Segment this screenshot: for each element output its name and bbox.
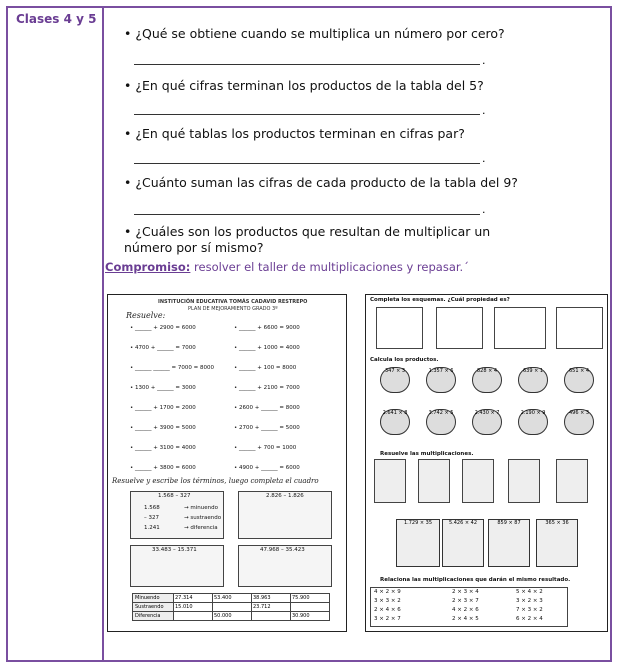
question-5: • ¿Cuáles son los productos que resultan de multiplicar un número por sí mismo? — [124, 224, 491, 255]
answer-line-3 — [134, 163, 480, 164]
resolve-heading: Resuelve: — [126, 311, 166, 320]
question-1: • ¿Qué se obtiene cuando se multiplica un número por cero? — [124, 26, 505, 41]
school-name: INSTITUCIÓN EDUCATIVA TOMÁS CADAVID RESTREPO — [158, 299, 308, 305]
compromiso-title: Compromiso: — [105, 260, 191, 274]
subtraction-table: Minuendo 27.314 53.400 38.963 75.900 Sustraendo 15.010 23.712 Diferencia 50.000 30.900 — [132, 593, 330, 621]
left-column — [8, 8, 104, 660]
class-label: Clases 4 y 5 — [16, 12, 97, 26]
q3: Resuelve las multiplicaciones. — [380, 451, 474, 457]
answer-line-4 — [134, 214, 480, 215]
plan-title: PLAN DE MEJORAMIENTO GRADO 3º — [188, 306, 278, 312]
answer-line-2 — [134, 114, 480, 115]
q4: Relaciona las multiplicaciones que darán el mismo resultado. — [380, 577, 571, 583]
question-3: • ¿En qué tablas los productos terminan en cifras par? — [124, 126, 465, 141]
answer-line-1 — [134, 64, 480, 65]
q1: Completa los esquemas. ¿Cuál propiedad es? — [370, 297, 510, 303]
question-2: • ¿En qué cifras terminan los productos de la tabla del 5? — [124, 78, 484, 93]
instruction: Resuelve y escribe los términos, luego completa el cuadro — [112, 477, 319, 485]
worksheet-left: INSTITUCIÓN EDUCATIVA TOMÁS CADAVID RESTREPO PLAN DE MEJORAMIENTO GRADO 3º Resuelve: • ______ + 2900 = 6000 • 4700 + ______ = 7000 • ______ ______ = 7000 = 8000 • 1300 + ______ = 3000 • ______ + 1700 = 2000 • ______ + 3900 = 5000 • ______ + 3100 = 4000 • ______ + 3800 = 6000 • ______ + 6600 = 9000 • ______ + 1000 = 4000 • ______ + 100 = 8000 • ______ + 2100 = 7000 • 2600 + ______ = 8000 • 2700 + ______ = 5000 • ______ + 700 = 1000 • 4900 + ______ = 6000 Resuelve y escribe los términos, luego completa el cuadro 1.568 – 327 1.568 → minuendo – 327 → sustraendo 1.241 → diferencia 2.826 – 1.826 33.483 – 15.371 47.968 – 35.423 Minuendo 27.314 53.400 38.963 75.900 Sustraendo 15.010 23.712 Diferencia 50.000 30.900 — [107, 294, 347, 632]
q2: Calcula los productos. — [370, 357, 439, 363]
question-4: • ¿Cuánto suman las cifras de cada producto de la tabla del 9? — [124, 175, 518, 190]
worksheet-right: Completa los esquemas. ¿Cuál propiedad es? Calcula los productos. 347 × 3 1.357 × 6 828 × 4 639 × 1 651 × 4 2.641 × 8 3.742 × 5 2.430 × 7 2.190 × 9 496 × 3 Resuelve las multiplicaciones. 1.729 × 35 5.426 × 42 859 × 87 365 × 36 Relaciona las multiplicaciones que darán el mismo resultado. 4 × 2 × 9 3 × 3 × 2 2 × 4 × 6 3 × 2 × 7 2 × 3 × 4 2 × 3 × 7 4 × 2 × 6 2 × 4 × 5 5 × 4 × 2 3 × 2 × 3 7 × 3 × 2 6 × 2 × 4 — [365, 294, 608, 632]
compromiso: Compromiso: resolver el taller de multiplicaciones y repasar.´ — [105, 260, 469, 274]
